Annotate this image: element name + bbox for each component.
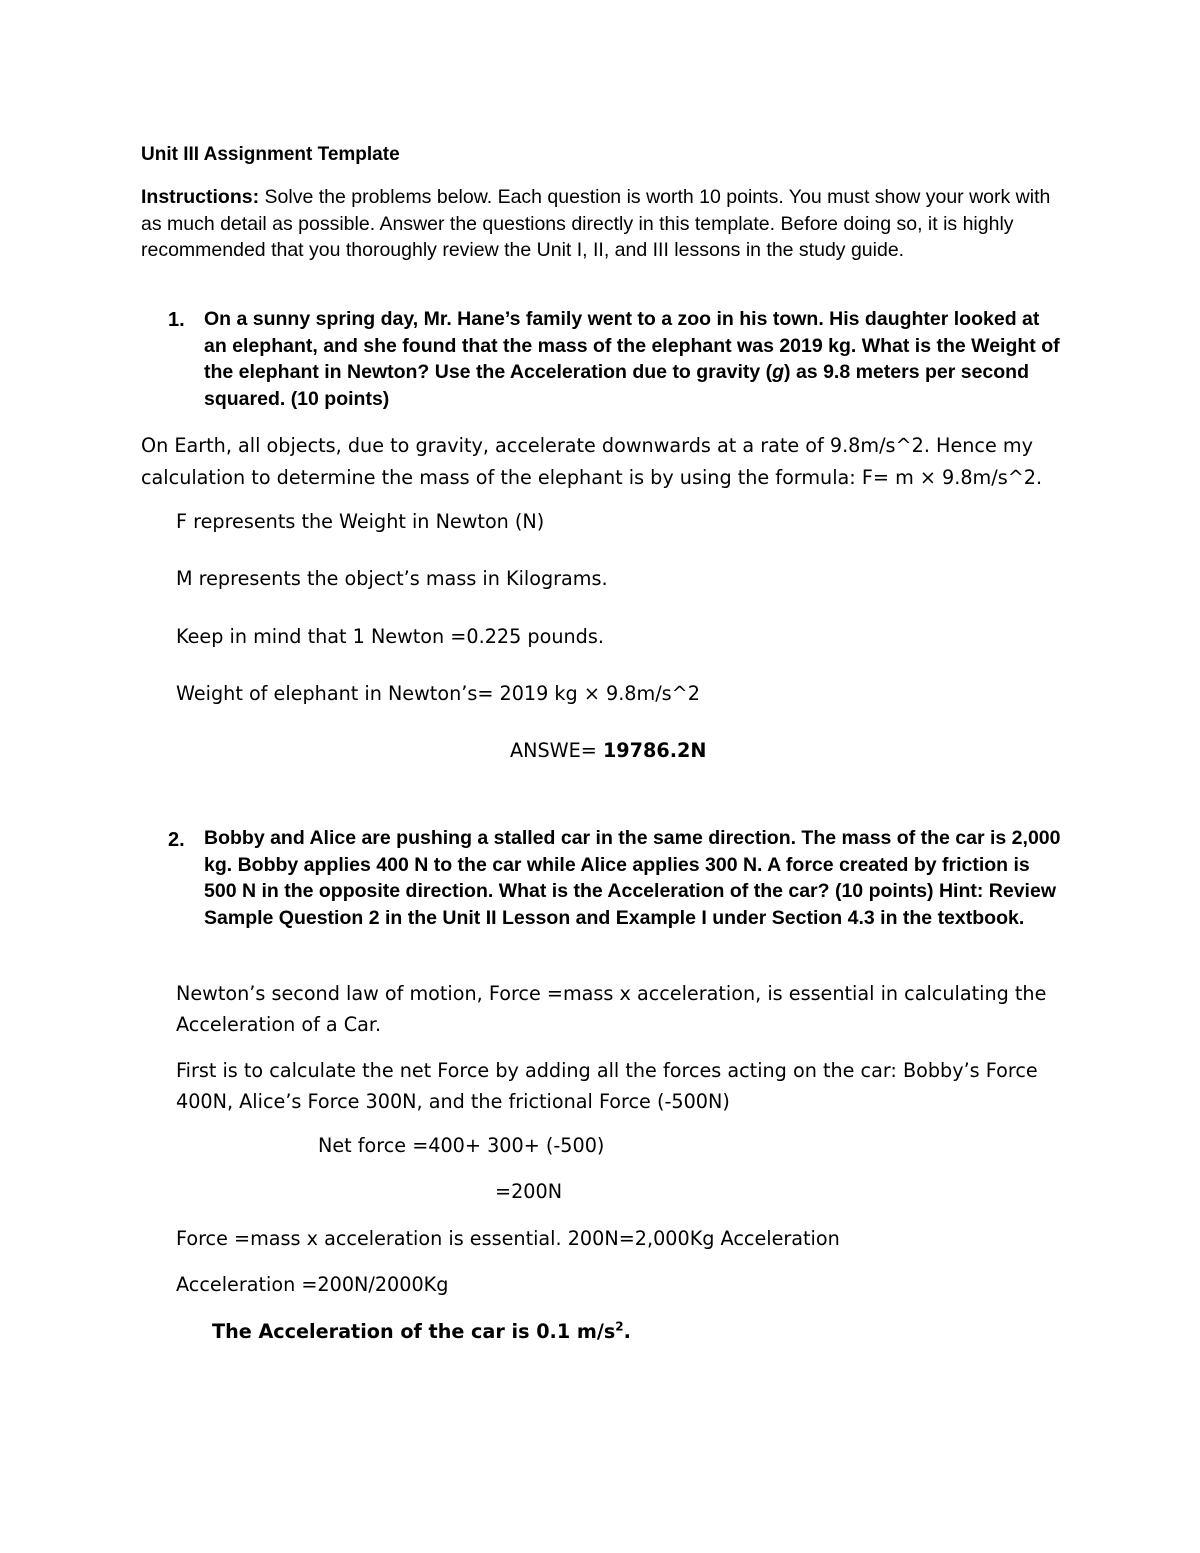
answer-2-line-4: Acceleration =200N/2000Kg — [176, 1273, 449, 1296]
answer-1-result-label: ANSWE= — [510, 739, 603, 762]
question-1-text-part1: On a sunny spring day, Mr. Hane’s family went to a zoo in his town. His daughter looked at an elephant, and she found that the mass of the elephant was 2019 kg. What is the Weight of the elephant in Newton? Use the Acceleration due to gravity ( — [204, 308, 1060, 384]
answer-2-net-force: Net force =400+ 300+ (-500) — [318, 1134, 605, 1157]
answer-2-final-end: . — [623, 1320, 631, 1343]
instructions-paragraph — [141, 184, 1071, 264]
document-title: Unit III Assignment Template — [141, 144, 400, 165]
answer-2-final-superscript: 2 — [615, 1319, 624, 1334]
question-1-number: 1. — [168, 309, 185, 331]
question-1-text-part2: ) as 9.8 meters per second squared. (10 points) — [204, 361, 1029, 411]
question-2-text: Bobby and Alice are pushing a stalled car in the same direction. The mass of the car is 2,000 kg. Bobby applies 400 N to the car while Alice applies 300 N. A force created by friction is 500 N in the opposite direction. What is the Acceleration of the car? (10 points) Hint: Review Sample Question 2 in the Unit II Lesson and Example I under Section 4.3 in the textbook. — [204, 827, 1061, 930]
answer-1-paragraph: On Earth, all objects, due to gravity, accelerate downwards at a rate of 9.8m/s^2. Hence my calculation to determine the mass of the elephant is by using the formula: F= m × 9.8m/s^2. — [141, 434, 1043, 489]
instructions-text: Solve the problems below. Each question is worth 10 points. You must show your work with as much detail as possible. Answer the questions directly in this template. Before doing so, it is highly recommended that you thoroughly review the Unit I, II, and III lessons in the study guide. — [141, 186, 1051, 262]
question-2-number: 2. — [168, 829, 185, 851]
answer-1-line-3: Keep in mind that 1 Newton =0.225 pounds. — [176, 625, 604, 648]
question-1-text — [204, 306, 1064, 413]
instructions-label: Instructions: — [141, 186, 260, 208]
answer-1-line-2: M represents the object’s mass in Kilograms. — [176, 567, 608, 590]
question-1-gravity-symbol: g — [772, 361, 785, 384]
answer-2-line-3: Force =mass x acceleration is essential. 200N=2,000Kg Acceleration — [176, 1227, 840, 1250]
answer-2-paragraph-2: First is to calculate the net Force by adding all the forces acting on the car: Bobby’s Force 400N, Alice’s Force 300N, and the frictional Force (-500N) — [176, 1059, 1038, 1113]
answer-1-result — [510, 739, 706, 762]
answer-2-final — [212, 1320, 631, 1343]
answer-2-final-text: The Acceleration of the car is 0.1 m/s — [212, 1320, 616, 1343]
answer-1-result-value: 19786.2N — [602, 739, 707, 762]
answer-2-paragraph-1: Newton’s second law of motion, Force =mass x acceleration, is essential in calculating the Acceleration of a Car. — [176, 982, 1047, 1036]
answer-1-line-4: Weight of elephant in Newton’s= 2019 kg × 9.8m/s^2 — [176, 682, 700, 705]
answer-1-line-1: F represents the Weight in Newton (N) — [176, 510, 545, 533]
answer-2-net-force-result: =200N — [495, 1180, 563, 1203]
